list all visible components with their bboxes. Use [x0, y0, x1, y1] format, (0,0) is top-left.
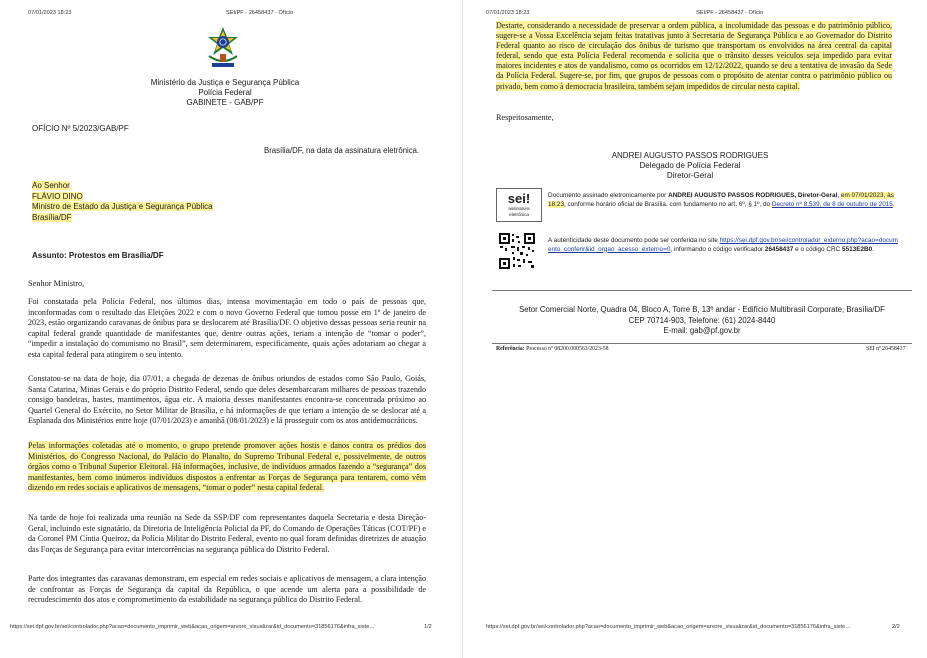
authenticity-statement [548, 237, 898, 254]
reference-label: Referência: [496, 346, 525, 352]
signer-title: Diretor-Geral [666, 171, 714, 181]
auth-text: A autenticidade deste documento pode ser conferida no site [548, 237, 720, 244]
header-datetime: 07/01/2023 18:23 [486, 10, 530, 16]
document-page-2 [474, 0, 927, 658]
footer-url[interactable]: https://sei.dpf.gov.br/sei/controlador.php?acao=documento_imprimir_web&acao_origem=arvore_visualizar&id_documento=31856176&infra_siste… [486, 624, 851, 630]
ministry-header [100, 78, 350, 108]
auth-period: . [872, 245, 874, 253]
address-email: E-mail: gab@pf.gov.br [663, 326, 741, 335]
footer-url[interactable]: https://sei.dpf.gov.br/sei/controlador.php?acao=documento_imprimir_web&acao_origem=arvore_visualizar&id_documento=31856176&infra_siste… [10, 624, 375, 630]
subject-line: Assunto: Protestos em Brasília/DF [32, 251, 164, 260]
body-paragraph-4: Na tarde de hoje foi realizada uma reunião na Sede da SSP/DF com representantes daquela Secretaria e desta Direção-Geral, incluindo este signatário, da Diretoria de Inteligência Policial da PF, do Comando de Operações Táticas (COT/PF) e da Coronel PM Cíntia Queiroz, da Polícia Militar do Distrito Federal, evento no qual foram definidas diretrizes de atuação das Forças de Segurança para evitar intercorrências na segurança pública do Distrito Federal. [28, 513, 426, 554]
document-page-1 [0, 0, 453, 658]
salutation: Senhor Ministro, [28, 279, 85, 288]
signature-statement [548, 192, 898, 209]
reference-process: Processo nº 08200.000563/2023-58 [526, 346, 609, 352]
crc-code: 5513E2B0 [842, 245, 873, 253]
sig-text: Documento assinado eletronicamente por [548, 192, 669, 199]
reference [496, 346, 609, 352]
sig-period: . [892, 200, 895, 208]
addressee-name: FLÁVIO DINO [32, 191, 83, 201]
verification-link[interactable]: https://sei.dpf.gov.br/sei/controlador_externo.php?acao=documento_conferir&id_orgao_acesso_externo=0 [548, 237, 899, 253]
verification-code: 26458437 [764, 245, 794, 253]
addressee-line: Ao Senhor [32, 181, 70, 190]
addressee-block [32, 181, 213, 223]
decree-link[interactable]: Decreto nº 8.539, de 8 de outubro de 2015 [771, 200, 893, 208]
header-datetime: 07/01/2023 18:23 [28, 10, 72, 16]
sig-separator: , [837, 192, 841, 199]
qr-code-icon [498, 232, 536, 270]
divider [492, 343, 912, 344]
addressee-title: Ministro de Estado da Justiça e Segurança Pública [32, 202, 213, 211]
agency-name: Polícia Federal [198, 88, 252, 97]
sig-datetime: em 07/01/2023, às 18:23 [548, 192, 894, 208]
address-line: Setor Comercial Norte, Quadra 04, Bloco A, Torre B, 13º andar - Edifício Multibrasil Corporate, Brasília/DF [519, 305, 885, 314]
reference-sei-number: SEI nº 26458437 [866, 346, 906, 352]
sei-signature-logo [496, 188, 542, 222]
body-paragraph-1: Foi constatada pela Polícia Federal, nos últimos dias, intensa movimentação em todo o país de pessoas que, inconformadas com o resultado das Eleições 2022 e com o novo Governo Federal que tomou posse em 1º de janeiro de 2023, estão organizando caravanas de ônibus para se deslocarem até Brasília/DF. O objetivo dessas pessoas seria reunir na capital federal grande quantidade de manifestantes que, dentre outras ações, teriam a intenção de “tomar o poder”, “impedir a instalação do comunismo no Brasil”, sem determinarem, especificamente, quais ações adotariam ao chegar a esta capital federal para atingirem o seu intento. [28, 297, 426, 359]
footer-page-number: 2/2 [892, 624, 900, 630]
footer-page-number: 1/2 [424, 624, 432, 630]
highlighted-text: Pelas informações coletadas até o momento, o grupo pretende promover ações hostis e danos contra os prédios dos Ministérios, do Congresso Nacional, do Palácio do Planalto, do Supremo Tribunal Federal e, possivelmente, de outros órgãos como o Tribunal Superior Eleitoral. Há informações, inclusive, de indivíduos armados fazendo a “segurança” dos manifestantes, bem como inúmeros indivíduos dispostos a enfrentar as Forças de Segurança para tentarem, como vêm dizendo em redes sociais e aplicativos de mensagens, “tomar o poder” nesta capital federal. [28, 441, 426, 492]
auth-text-2: , informando o código verificador [670, 245, 765, 253]
auth-text-3: e o código CRC [793, 245, 843, 253]
page-separator [462, 0, 463, 658]
header-document-id: SEI/PF - 26458437 - Ofício [696, 10, 764, 16]
header-document-id: SEI/PF - 26458437 - Ofício [226, 10, 294, 16]
ministry-name: Ministério da Justiça e Segurança Pública [150, 78, 300, 87]
address-block [492, 305, 912, 337]
body-paragraph-3 [28, 441, 426, 494]
coat-of-arms-icon [204, 26, 242, 70]
sei-logo-text: sei! [507, 191, 531, 206]
department-name: GABINETE - GAB/PF [186, 98, 264, 107]
signer-role: Delegado de Polícia Federal [639, 161, 741, 171]
sig-text-2: , conforme horário oficial de Brasília, com fundamento no art. 6º, § 1º, do [564, 200, 772, 208]
address-phone: CEP 70714-903, Telefone: (61) 2024-8440 [628, 315, 776, 325]
signer-name: ANDREI AUGUSTO PASSOS RODRIGUES [611, 151, 769, 160]
regards: Respeitosamente, [496, 113, 554, 122]
divider [492, 290, 912, 291]
sei-logo-caption: assinatura [508, 206, 530, 211]
addressee-city: Brasília/DF [32, 212, 72, 222]
body-paragraph-2: Constatou-se na data de hoje, dia 07/01, a chegada de dezenas de ônibus oriundos de estados como São Paulo, Goiás, Santa Catarina, Minas Gerais e do próprio Distrito Federal, sendo que deles desembarcaram milhares de pessoas trazendo consigo bandeiras, hastes, mantimentos, água etc. A maioria desses manifestantes encontra-se concentrada próximo ao Quartel General do Exército, no Setor Militar de Brasília, e há informações de que teriam a intenção de se deslocar até a Esplanada dos Ministérios entre hoje (07/01/2023) e amanhã (08/01/2023) e lá prosseguir com os atos antidemocráticos. [28, 374, 426, 425]
signer-block [570, 151, 810, 182]
sei-logo-caption-2: eletrônica [509, 211, 529, 217]
sig-signer: ANDREI AUGUSTO PASSOS RODRIGUES, Diretor-Geral [668, 192, 838, 199]
body-paragraph-5: Parte dos integrantes das caravanas demonstram, em especial em redes sociais e aplicativos de mensagem, a clara intenção de confrontar as Forças de Segurança da capital da República, o que acende um alerta para a possibilidade de recrudescimento dos atos e comprometimento da estabilidade na segurança pública do Distrito Federal. [28, 574, 426, 604]
place-date: Brasília/DF, na data da assinatura eletrônica. [264, 146, 420, 155]
oficio-number: OFÍCIO Nº 5/2023/GAB/PF [32, 124, 129, 133]
closing-paragraph [496, 21, 892, 92]
highlighted-text: Destarte, considerando a necessidade de preservar a ordem pública, a incolumidade das pessoas e do patrimônio público, sugere-se a Vossa Excelência sejam feitas tratativas junto à Secretaria de Segurança Pública e ao Governador do Distrito Federal quanto ao risco de circulação dos ônibus de turismo que transportam os envolvidos na área central da capital federal, sendo que esta Polícia Federal recomenda e solicita que o trânsito desses veículos seja impedido para evitar maiores incidentes e atos de vandalismo, como os ocorridos em 12/12/2022, quando se deu a tentativa de invasão da Sede da Polícia Federal. Sugere-se, por fim, que grupos de pessoas com o propósito de atentar contra o patrimônio público ou privado, bem como à democracia brasileira, também sejam impedidos de circular nesta capital. [496, 21, 892, 91]
